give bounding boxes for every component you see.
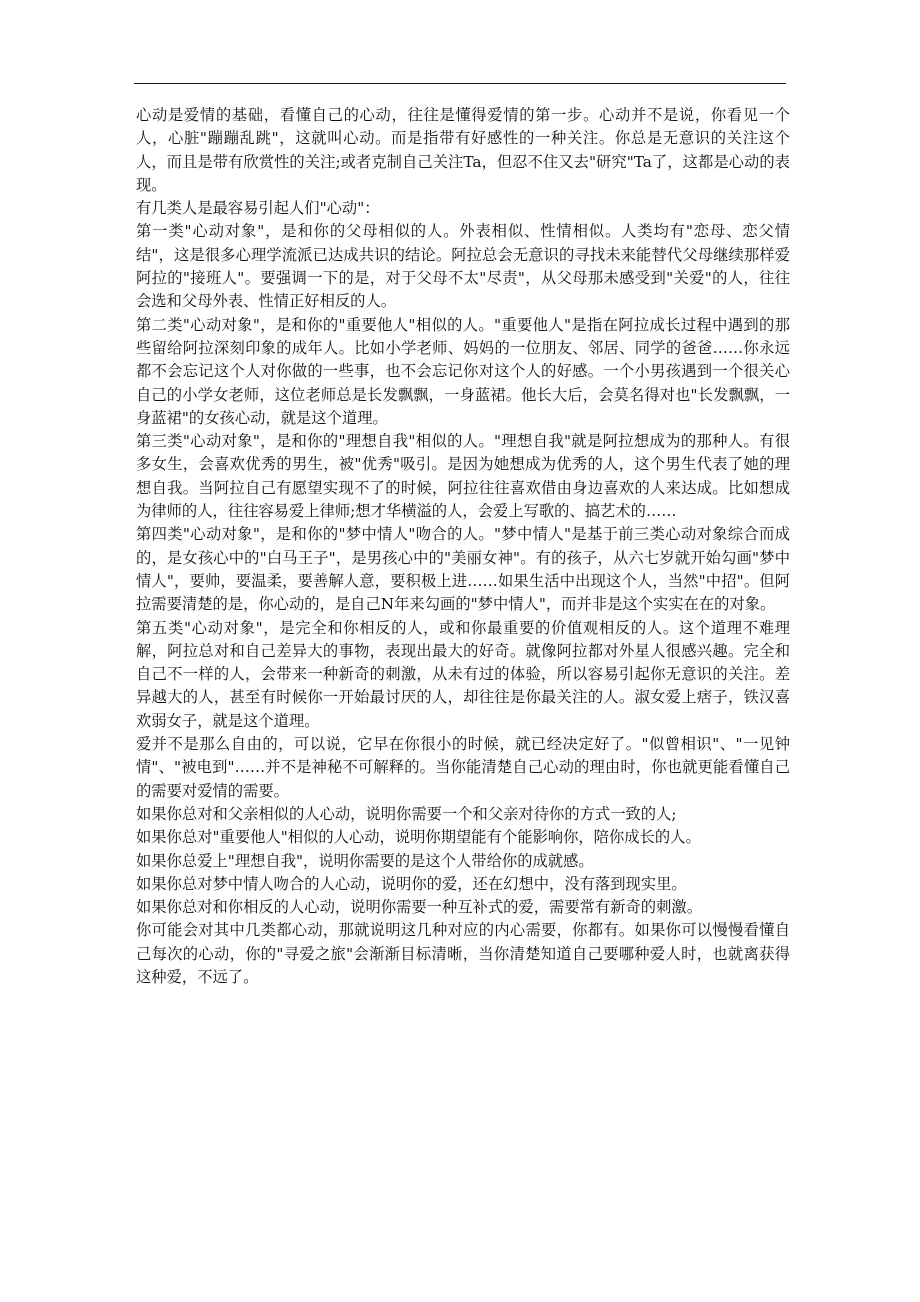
paragraph-type-2: 第二类"心动对象"，是和你的"重要他人"相似的人。"重要他人"是指在阿拉成长过程中遇到的那些留给阿拉深刻印象的成年人。比如小学老师、妈妈的一位朋友、邻居、同学的爸爸……你永远都不会忘记这个人对你做的一些事，也不会忘记你对这个人的好感。一个小男孩遇到一个很关心自己的小学女老师，这位老师总是长发飘飘，一身蓝裙。他长大后，会莫名得对也"长发飘飘，一身蓝裙"的女孩心动，就是这个道理。 xyxy=(136,315,790,427)
paragraph-love-not-free: 爱并不是那么自由的，可以说，它早在你很小的时候，就已经决定好了。"似曾相识"、"一见钟情"、"被电到"……并不是神秘不可解释的。当你能清楚自己心动的理由时，你也就更能看懂自己的需要对爱情的需要。 xyxy=(136,735,790,800)
paragraph-if-father: 如果你总对和父亲相似的人心动，说明你需要一个和父亲对待你的方式一致的人; xyxy=(136,804,677,823)
paragraph-type-4: 第四类"心动对象"，是和你的"梦中情人"吻合的人。"梦中情人"是基于前三类心动对象综合而成的，是女孩心中的"白马王子"，是男孩心中的"美丽女神"。有的孩子，从六七岁就开始勾画"梦中情人"，要帅，要温柔，要善解人意，要积极上进……如果生活中出现这个人，当然"中招"。但阿拉需要清楚的是，你心动的，是自己N年来勾画的"梦中情人"，而并非是这个实实在在的对象。 xyxy=(136,525,790,614)
paragraph-if-dream-lover: 如果你总对梦中情人吻合的人心动，说明你的爱，还在幻想中，没有落到现实里。 xyxy=(136,874,687,893)
article-body xyxy=(136,104,790,989)
paragraph-type-3: 第三类"心动对象"，是和你的"理想自我"相似的人。"理想自我"就是阿拉想成为的那种人。有很多女生，会喜欢优秀的男生，被"优秀"吸引。是因为她想成为优秀的人，这个男生代表了她的理想自我。当阿拉自己有愿望实现不了的时候，阿拉往往喜欢借由身边喜欢的人来达成。比如想成为律师的人，往往容易爱上律师;想才华横溢的人，会爱上写歌的、搞艺术的…… xyxy=(136,432,790,521)
paragraph-intro: 心动是爱情的基础，看懂自己的心动，往往是懂得爱情的第一步。心动并不是说，你看见一个人，心脏"蹦蹦乱跳"，这就叫心动。而是指带有好感性的一种关注。你总是无意识的关注这个人，而且是带有欣赏性的关注;或者克制自己关注Ta，但忍不住又去"研究"Ta了，这都是心动的表现。 xyxy=(136,106,790,194)
paragraph-if-opposite: 如果你总对和你相反的人心动，说明你需要一种互补式的爱，需要常有新奇的刺激。 xyxy=(136,898,702,917)
paragraph-type-1: 第一类"心动对象"，是和你的父母相似的人。外表相似、性情相似。人类均有"恋母、恋父情结"，这是很多心理学流派已达成共识的结论。阿拉总会无意识的寻找未来能替代父母继续那样爱阿拉的"接班人"。要强调一下的是，对于父母不太"尽责"，从父母那未感受到"关爱"的人，往往会选和父母外表、性情正好相反的人。 xyxy=(136,222,790,311)
paragraph-conclusion: 你可能会对其中几类都心动，那就说明这几种对应的内心需要，你都有。如果你可以慢慢看懂自己每次的心动，你的"寻爱之旅"会渐渐目标清晰，当你清楚知道自己要哪种爱人时，也就离获得这种爱，不远了。 xyxy=(136,921,790,986)
paragraph-types-lead: 有几类人是最容易引起人们"心动"： xyxy=(136,199,380,218)
header-rule xyxy=(134,83,786,84)
paragraph-type-5: 第五类"心动对象"，是完全和你相反的人，或和你最重要的价值观相反的人。这个道理不难理解，阿拉总对和自己差异大的事物，表现出最大的好奇。就像阿拉都对外星人很感兴趣。完全和自己不一样的人，会带来一种新奇的刺激，从未有过的体验，所以容易引起你无意识的关注。差异越大的人，甚至有时候你一开始最讨厌的人，却往往是你最关注的人。淑女爱上痞子，铁汉喜欢弱女子，就是这个道理。 xyxy=(136,618,790,730)
paragraph-if-ideal-self: 如果你总爱上"理想自我"，说明你需要的是这个人带给你的成就感。 xyxy=(136,851,594,870)
paragraph-if-important-other: 如果你总对"重要他人"相似的人心动，说明你期望能有个能影响你，陪你成长的人。 xyxy=(136,828,701,847)
